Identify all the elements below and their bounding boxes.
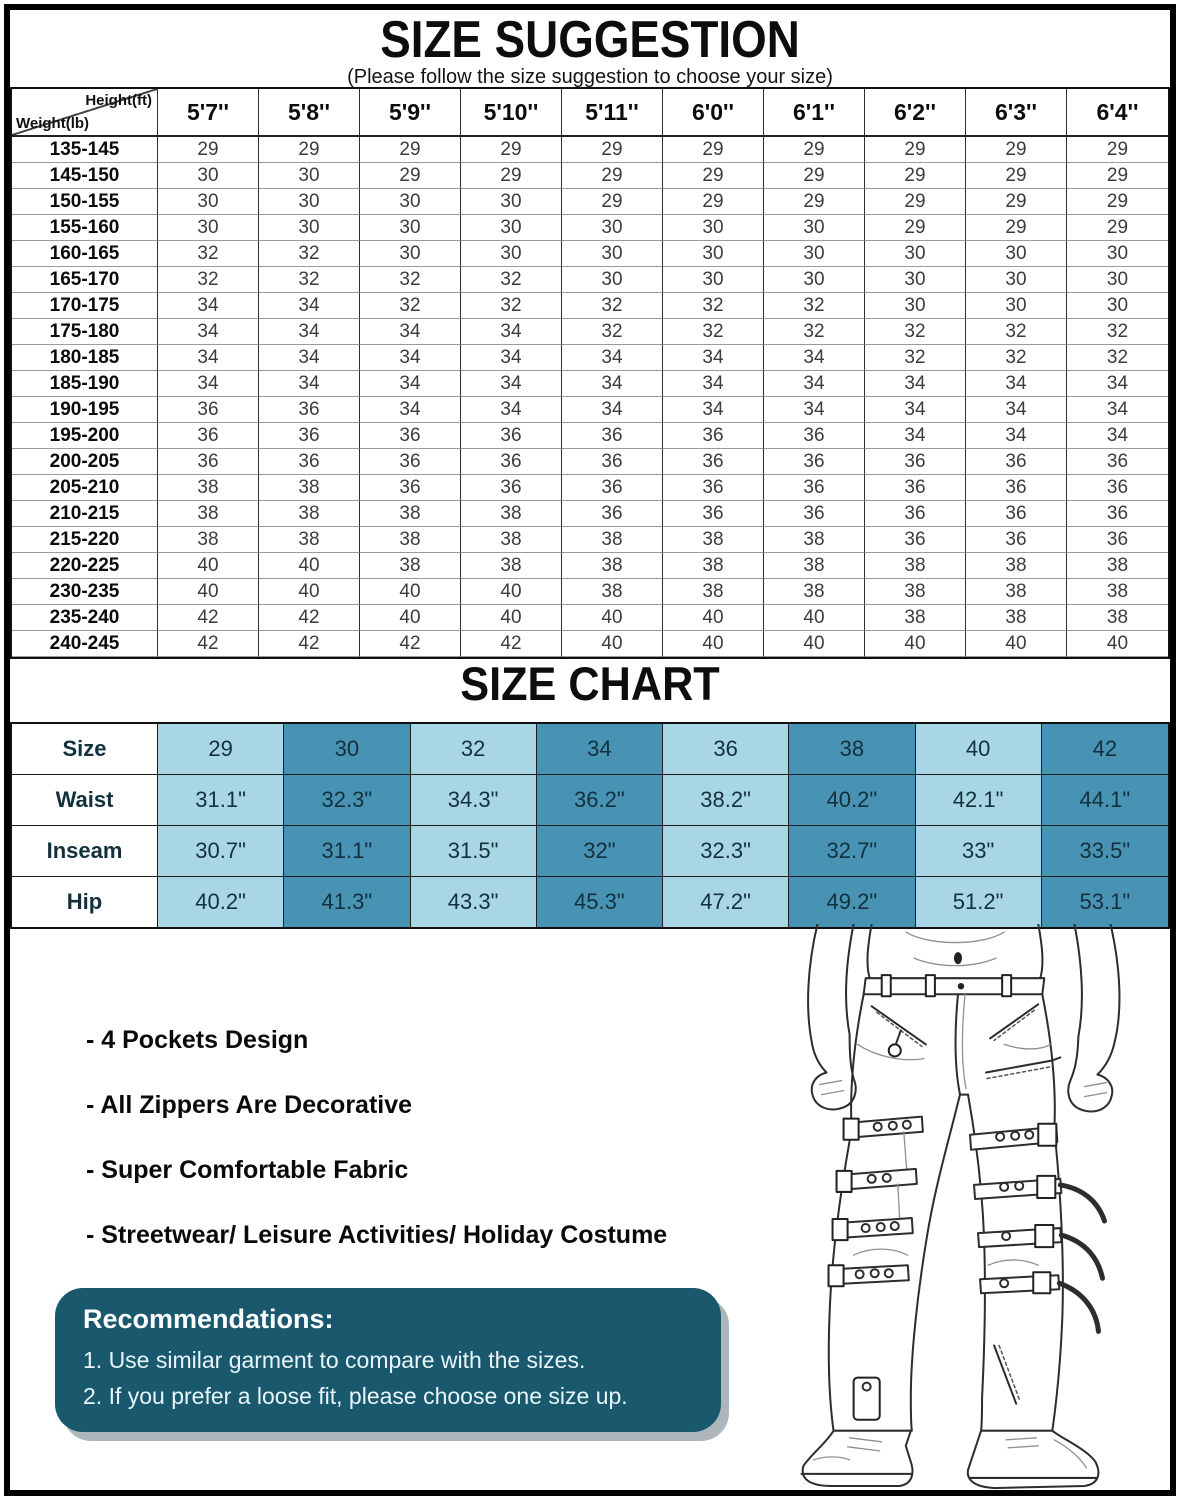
height-header: 5'9''	[360, 89, 461, 137]
size-value-cell: 38	[360, 527, 461, 553]
size-value-cell: 40	[461, 579, 562, 605]
size-value-cell: 36	[1067, 527, 1168, 553]
size-value-cell: 30	[562, 267, 663, 293]
size-value-cell: 36	[865, 501, 966, 527]
size-value-cell: 29	[1067, 137, 1168, 163]
size-value-cell: 42	[158, 605, 259, 631]
size-value-cell: 32	[259, 267, 360, 293]
size-value-cell: 34	[865, 397, 966, 423]
size-value-cell: 34	[360, 397, 461, 423]
size-value-cell: 38	[663, 579, 764, 605]
size-value-cell: 36	[360, 423, 461, 449]
size-value-cell: 38	[1067, 605, 1168, 631]
size-value-cell: 36	[562, 423, 663, 449]
size-value-cell: 36	[158, 449, 259, 475]
size-value-cell: 29	[966, 215, 1067, 241]
height-header: 5'11''	[562, 89, 663, 137]
size-value-cell: 38	[764, 579, 865, 605]
size-chart-value-cell: 49.2"	[789, 877, 915, 927]
size-value-cell: 30	[663, 267, 764, 293]
feature-item: - All Zippers Are Decorative	[86, 1091, 413, 1119]
weight-label: 205-210	[12, 475, 158, 501]
feature-item: - Super Comfortable Fabric	[86, 1156, 409, 1184]
size-value-cell: 34	[360, 345, 461, 371]
size-value-cell: 32	[764, 293, 865, 319]
size-value-cell: 32	[562, 319, 663, 345]
size-chart-value-cell: 32.3"	[284, 775, 410, 826]
size-chart-row-label: Hip	[12, 877, 158, 927]
height-header: 5'7''	[158, 89, 259, 137]
size-value-cell: 38	[562, 579, 663, 605]
size-chart-title: SIZE CHART	[460, 657, 720, 710]
size-value-cell: 29	[865, 189, 966, 215]
size-value-cell: 30	[1067, 267, 1168, 293]
size-value-cell: 29	[764, 189, 865, 215]
size-value-cell: 30	[865, 267, 966, 293]
size-chart-value-cell: 33.5"	[1042, 826, 1168, 877]
size-value-cell: 34	[562, 345, 663, 371]
size-chart-value-cell: 42	[1042, 724, 1168, 775]
size-chart-value-cell: 29	[158, 724, 284, 775]
pants-illustration	[752, 924, 1176, 1496]
size-value-cell: 32	[663, 293, 764, 319]
recommendations-title: Recommendations:	[83, 1304, 334, 1334]
size-value-cell: 40	[966, 631, 1067, 657]
size-suggestion-table	[10, 87, 1170, 659]
size-chart-value-cell: 53.1"	[1042, 877, 1168, 927]
size-value-cell: 38	[764, 527, 865, 553]
size-value-cell: 30	[764, 267, 865, 293]
size-value-cell: 34	[461, 371, 562, 397]
size-value-cell: 38	[158, 527, 259, 553]
size-value-cell: 32	[158, 241, 259, 267]
size-chart-value-cell: 51.2"	[916, 877, 1042, 927]
size-value-cell: 38	[461, 527, 562, 553]
size-value-cell: 36	[562, 475, 663, 501]
size-value-cell: 34	[764, 345, 865, 371]
size-value-cell: 34	[966, 371, 1067, 397]
size-chart-value-cell: 38	[789, 724, 915, 775]
size-chart-value-cell: 42.1"	[916, 775, 1042, 826]
size-chart-value-cell: 32"	[537, 826, 663, 877]
size-value-cell: 29	[966, 163, 1067, 189]
size-value-cell: 40	[360, 605, 461, 631]
size-value-cell: 36	[158, 423, 259, 449]
size-value-cell: 38	[360, 553, 461, 579]
size-value-cell: 36	[461, 423, 562, 449]
size-value-cell: 38	[562, 553, 663, 579]
height-header: 6'2''	[865, 89, 966, 137]
size-value-cell: 38	[360, 501, 461, 527]
size-value-cell: 32	[1067, 345, 1168, 371]
height-weight-corner-cell	[12, 89, 158, 137]
size-chart-value-cell: 45.3"	[537, 877, 663, 927]
size-value-cell: 30	[360, 189, 461, 215]
size-value-cell: 30	[764, 215, 865, 241]
size-value-cell: 34	[158, 371, 259, 397]
sneakers-sketch	[801, 1431, 1098, 1488]
corner-weight-label: Weight(lb)	[16, 115, 90, 132]
size-value-cell: 42	[259, 605, 360, 631]
right-leg-straps	[970, 1124, 1104, 1332]
size-value-cell: 34	[259, 371, 360, 397]
size-chart-value-cell: 32.3"	[663, 826, 789, 877]
size-value-cell: 34	[461, 397, 562, 423]
size-value-cell: 38	[663, 553, 764, 579]
size-value-cell: 34	[158, 345, 259, 371]
size-value-cell: 38	[259, 475, 360, 501]
size-value-cell: 32	[764, 319, 865, 345]
size-chart-value-cell: 34.3"	[411, 775, 537, 826]
size-value-cell: 29	[158, 137, 259, 163]
size-value-cell: 36	[865, 449, 966, 475]
size-value-cell: 38	[158, 501, 259, 527]
size-value-cell: 29	[663, 137, 764, 163]
size-value-cell: 32	[158, 267, 259, 293]
left-arm-sketch	[808, 924, 856, 1109]
size-value-cell: 40	[764, 605, 865, 631]
size-value-cell: 30	[461, 189, 562, 215]
height-header: 6'4''	[1067, 89, 1168, 137]
size-value-cell: 29	[865, 163, 966, 189]
size-value-cell: 40	[562, 631, 663, 657]
size-value-cell: 36	[1067, 475, 1168, 501]
size-value-cell: 40	[158, 553, 259, 579]
size-value-cell: 30	[663, 241, 764, 267]
recommendation-item: 2. If you prefer a loose fit, please choose one size up.	[83, 1383, 628, 1409]
size-value-cell: 36	[865, 527, 966, 553]
size-value-cell: 38	[663, 527, 764, 553]
size-value-cell: 29	[663, 189, 764, 215]
size-value-cell: 36	[259, 449, 360, 475]
size-value-cell: 38	[1067, 553, 1168, 579]
size-value-cell: 29	[865, 215, 966, 241]
size-value-cell: 40	[360, 579, 461, 605]
size-value-cell: 29	[764, 163, 865, 189]
height-header: 6'1''	[764, 89, 865, 137]
size-value-cell: 34	[966, 423, 1067, 449]
size-value-cell: 36	[158, 397, 259, 423]
size-value-cell: 34	[966, 397, 1067, 423]
size-value-cell: 29	[461, 137, 562, 163]
size-value-cell: 36	[663, 501, 764, 527]
size-value-cell: 40	[259, 553, 360, 579]
size-value-cell: 34	[360, 371, 461, 397]
size-value-cell: 32	[865, 319, 966, 345]
size-value-cell: 36	[562, 501, 663, 527]
size-value-cell: 32	[360, 267, 461, 293]
size-value-cell: 34	[158, 319, 259, 345]
size-value-cell: 36	[966, 501, 1067, 527]
recommendations-items	[83, 1347, 693, 1410]
size-chart-value-cell: 40.2"	[158, 877, 284, 927]
weight-label: 135-145	[12, 137, 158, 163]
size-value-cell: 40	[461, 605, 562, 631]
size-value-cell: 34	[461, 345, 562, 371]
feature-item: - Streetwear/ Leisure Activities/ Holiday Costume	[86, 1221, 668, 1249]
size-chart-row-label: Size	[12, 724, 158, 775]
size-chart-value-cell: 40.2"	[789, 775, 915, 826]
size-value-cell: 30	[562, 215, 663, 241]
size-value-cell: 30	[562, 241, 663, 267]
size-value-cell: 32	[1067, 319, 1168, 345]
size-value-cell: 29	[1067, 163, 1168, 189]
weight-label: 145-150	[12, 163, 158, 189]
corner-height-label: Height(ft)	[85, 92, 152, 109]
size-value-cell: 32	[461, 293, 562, 319]
size-value-cell: 30	[158, 163, 259, 189]
size-value-cell: 36	[360, 475, 461, 501]
weight-label: 180-185	[12, 345, 158, 371]
size-chart-value-cell: 36	[663, 724, 789, 775]
size-value-cell: 30	[966, 267, 1067, 293]
height-header: 5'10''	[461, 89, 562, 137]
size-value-cell: 40	[158, 579, 259, 605]
left-leg-straps	[829, 1117, 923, 1420]
size-value-cell: 40	[259, 579, 360, 605]
size-chart-value-cell: 43.3"	[411, 877, 537, 927]
size-chart-value-cell: 30	[284, 724, 410, 775]
size-value-cell: 38	[865, 553, 966, 579]
size-value-cell: 30	[1067, 293, 1168, 319]
size-value-cell: 34	[1067, 371, 1168, 397]
size-value-cell: 36	[461, 449, 562, 475]
size-value-cell: 34	[562, 397, 663, 423]
pants-legs	[829, 994, 1063, 1431]
size-value-cell: 34	[562, 371, 663, 397]
size-chart-value-cell: 32.7"	[789, 826, 915, 877]
size-value-cell: 32	[562, 293, 663, 319]
size-value-cell: 32	[461, 267, 562, 293]
size-value-cell: 36	[259, 397, 360, 423]
size-chart-value-cell: 32	[411, 724, 537, 775]
weight-label: 210-215	[12, 501, 158, 527]
size-value-cell: 29	[360, 163, 461, 189]
size-value-cell: 30	[764, 241, 865, 267]
zipper-details	[872, 1004, 1061, 1403]
size-value-cell: 36	[562, 449, 663, 475]
size-value-cell: 34	[764, 371, 865, 397]
size-value-cell: 40	[1067, 631, 1168, 657]
size-value-cell: 29	[764, 137, 865, 163]
size-value-cell: 36	[663, 449, 764, 475]
size-value-cell: 40	[764, 631, 865, 657]
size-chart-row-label: Inseam	[12, 826, 158, 877]
weight-label: 230-235	[12, 579, 158, 605]
size-value-cell: 34	[865, 371, 966, 397]
height-header: 6'0''	[663, 89, 764, 137]
size-value-cell: 42	[461, 631, 562, 657]
size-value-cell: 34	[360, 319, 461, 345]
size-value-cell: 38	[461, 501, 562, 527]
size-value-cell: 30	[360, 241, 461, 267]
size-value-cell: 38	[966, 579, 1067, 605]
size-value-cell: 30	[966, 293, 1067, 319]
size-value-cell: 38	[158, 475, 259, 501]
weight-label: 235-240	[12, 605, 158, 631]
page-title: SIZE SUGGESTION	[380, 11, 800, 69]
size-value-cell: 29	[562, 163, 663, 189]
size-chart-value-cell: 47.2"	[663, 877, 789, 927]
size-value-cell: 36	[663, 423, 764, 449]
size-chart-value-cell: 30.7"	[158, 826, 284, 877]
size-value-cell: 36	[360, 449, 461, 475]
size-chart-value-cell: 31.1"	[158, 775, 284, 826]
weight-label: 215-220	[12, 527, 158, 553]
size-value-cell: 36	[764, 501, 865, 527]
weight-label: 195-200	[12, 423, 158, 449]
size-chart-row-label: Waist	[12, 775, 158, 826]
weight-label: 165-170	[12, 267, 158, 293]
size-chart-value-cell: 33"	[916, 826, 1042, 877]
page-subtitle: (Please follow the size suggestion to choose your size)	[347, 66, 833, 88]
size-chart-table	[10, 722, 1170, 929]
size-value-cell: 38	[966, 605, 1067, 631]
size-chart-value-cell: 38.2"	[663, 775, 789, 826]
features-list	[86, 1026, 667, 1286]
size-value-cell: 38	[562, 527, 663, 553]
feature-item: - 4 Pockets Design	[86, 1026, 309, 1054]
torso-sketch	[867, 924, 1042, 978]
size-value-cell: 34	[764, 397, 865, 423]
size-value-cell: 40	[865, 631, 966, 657]
size-value-cell: 30	[158, 215, 259, 241]
size-value-cell: 29	[1067, 215, 1168, 241]
size-value-cell: 34	[663, 397, 764, 423]
size-value-cell: 34	[1067, 423, 1168, 449]
size-value-cell: 34	[461, 319, 562, 345]
size-value-cell: 30	[259, 163, 360, 189]
weight-label: 240-245	[12, 631, 158, 657]
size-value-cell: 38	[865, 605, 966, 631]
weight-label: 155-160	[12, 215, 158, 241]
size-value-cell: 30	[966, 241, 1067, 267]
size-value-cell: 40	[562, 605, 663, 631]
size-value-cell: 36	[764, 423, 865, 449]
size-value-cell: 32	[259, 241, 360, 267]
size-chart-value-cell: 31.1"	[284, 826, 410, 877]
size-value-cell: 29	[865, 137, 966, 163]
size-chart-value-cell: 31.5"	[411, 826, 537, 877]
size-value-cell: 30	[663, 215, 764, 241]
weight-label: 190-195	[12, 397, 158, 423]
size-value-cell: 38	[966, 553, 1067, 579]
weight-label: 150-155	[12, 189, 158, 215]
size-value-cell: 30	[259, 189, 360, 215]
size-value-cell: 30	[461, 241, 562, 267]
size-value-cell: 29	[461, 163, 562, 189]
size-chart-value-cell: 36.2"	[537, 775, 663, 826]
size-value-cell: 32	[865, 345, 966, 371]
size-value-cell: 42	[360, 631, 461, 657]
pants-waistband	[864, 975, 1045, 1094]
size-value-cell: 32	[966, 345, 1067, 371]
size-value-cell: 36	[966, 449, 1067, 475]
size-value-cell: 29	[966, 189, 1067, 215]
size-value-cell: 32	[360, 293, 461, 319]
size-value-cell: 42	[259, 631, 360, 657]
height-header: 6'3''	[966, 89, 1067, 137]
size-value-cell: 36	[966, 527, 1067, 553]
recommendations-box	[55, 1288, 721, 1432]
size-value-cell: 36	[764, 449, 865, 475]
size-value-cell: 34	[663, 345, 764, 371]
size-chart-value-cell: 41.3"	[284, 877, 410, 927]
weight-label: 160-165	[12, 241, 158, 267]
size-value-cell: 30	[461, 215, 562, 241]
weight-label: 170-175	[12, 293, 158, 319]
size-value-cell: 42	[158, 631, 259, 657]
size-value-cell: 36	[1067, 501, 1168, 527]
size-value-cell: 34	[865, 423, 966, 449]
size-value-cell: 38	[865, 579, 966, 605]
size-value-cell: 29	[562, 189, 663, 215]
size-chart-value-cell: 40	[916, 724, 1042, 775]
size-value-cell: 30	[865, 241, 966, 267]
size-chart-value-cell: 34	[537, 724, 663, 775]
size-value-cell: 38	[259, 527, 360, 553]
size-value-cell: 38	[259, 501, 360, 527]
weight-label: 185-190	[12, 371, 158, 397]
right-arm-sketch	[1068, 924, 1119, 1111]
size-value-cell: 40	[663, 631, 764, 657]
size-value-cell: 36	[1067, 449, 1168, 475]
size-value-cell: 30	[259, 215, 360, 241]
size-value-cell: 34	[663, 371, 764, 397]
size-chart-value-cell: 44.1"	[1042, 775, 1168, 826]
height-header: 5'8''	[259, 89, 360, 137]
weight-label: 200-205	[12, 449, 158, 475]
size-value-cell: 30	[1067, 241, 1168, 267]
size-value-cell: 34	[259, 345, 360, 371]
size-value-cell: 32	[663, 319, 764, 345]
size-value-cell: 34	[259, 319, 360, 345]
size-value-cell: 34	[259, 293, 360, 319]
size-value-cell: 29	[259, 137, 360, 163]
size-value-cell: 36	[966, 475, 1067, 501]
size-value-cell: 29	[1067, 189, 1168, 215]
weight-label: 175-180	[12, 319, 158, 345]
recommendation-item: 1. Use similar garment to compare with the sizes.	[83, 1347, 586, 1373]
header	[0, 10, 1180, 89]
size-value-cell: 38	[461, 553, 562, 579]
size-value-cell: 30	[865, 293, 966, 319]
size-value-cell: 30	[158, 189, 259, 215]
size-value-cell: 38	[764, 553, 865, 579]
size-value-cell: 29	[663, 163, 764, 189]
size-value-cell: 34	[1067, 397, 1168, 423]
size-value-cell: 36	[259, 423, 360, 449]
size-value-cell: 32	[966, 319, 1067, 345]
size-value-cell: 29	[966, 137, 1067, 163]
size-value-cell: 29	[562, 137, 663, 163]
weight-label: 220-225	[12, 553, 158, 579]
size-value-cell: 30	[360, 215, 461, 241]
size-value-cell: 34	[158, 293, 259, 319]
size-value-cell: 36	[663, 475, 764, 501]
size-value-cell: 36	[461, 475, 562, 501]
size-value-cell: 36	[764, 475, 865, 501]
size-value-cell: 38	[1067, 579, 1168, 605]
size-value-cell: 29	[360, 137, 461, 163]
size-value-cell: 40	[663, 605, 764, 631]
size-value-cell: 36	[865, 475, 966, 501]
